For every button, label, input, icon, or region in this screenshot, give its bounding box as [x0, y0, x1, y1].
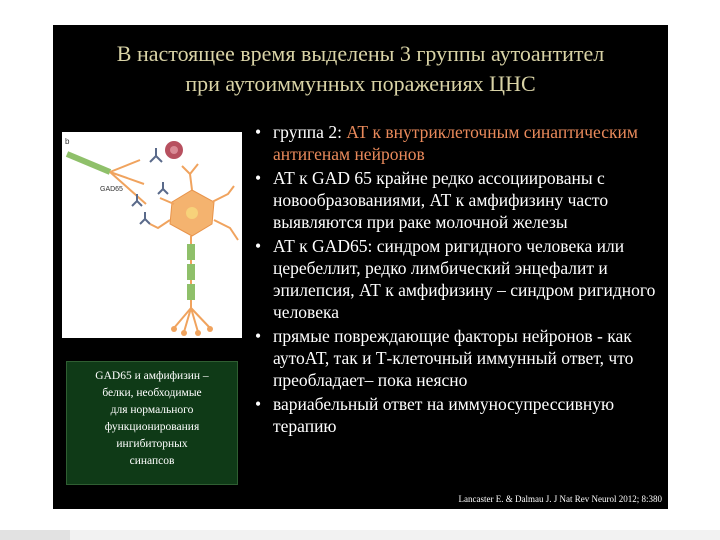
reference-citation: Lancaster E. & Dalmau J. J Nat Rev Neurol 2012; 8:380: [458, 494, 662, 504]
bullet-item: [253, 393, 665, 437]
note-line: синапсов: [129, 455, 175, 467]
note-line: для нормального: [110, 404, 194, 416]
gad65-label: GAD65: [100, 186, 123, 193]
slide-title-line-1: В настоящее время выделены 3 группы аутоантител: [116, 41, 605, 66]
bullet-text: АТ к GAD 65 крайне редко ассоциированы с новообразованиями, АТ к амфифизину часто выявляются при раке молочной железы: [273, 168, 609, 232]
bullet-item: [253, 167, 665, 233]
neuron-nucleus: [186, 207, 198, 219]
myelin-segment: [187, 284, 195, 300]
note-line: функционирования: [104, 421, 200, 433]
bullet-accent-text: АТ к внутриклеточным синаптическим антигенам нейронов: [273, 122, 638, 164]
synapse-branch: [110, 172, 144, 184]
note-box: [66, 361, 238, 485]
incoming-axon: [67, 154, 110, 172]
myelin-segment: [187, 244, 195, 260]
myelin-segment: [187, 264, 195, 280]
bullet-text: вариабельный ответ на иммуносупрессивную терапию: [273, 394, 615, 436]
bullet-item: [253, 235, 665, 323]
bottom-toolbar-segment: [0, 530, 70, 540]
neuron-illustration: [62, 132, 242, 338]
bullet-item: [253, 325, 665, 391]
note-line: белки, необходимые: [102, 387, 202, 399]
cell-nucleus: [170, 146, 178, 154]
bullet-text: прямые повреждающие факторы нейронов - как аутоАТ, так и Т-клеточный иммунный ответ, что преобладает– пока неясно: [273, 326, 634, 390]
bullet-item: [253, 121, 665, 165]
note-line: ингибиторных: [116, 438, 188, 450]
bullet-text: АТ к GAD65: синдром ригидного человека или церебеллит, редко лимбический энцефалит и эпилепсия, АТ к амфифизину – синдром ригидного человека: [273, 236, 656, 322]
note-line: GAD65 и амфифизин –: [95, 370, 209, 382]
bullet-prefix: группа 2:: [273, 122, 347, 142]
antibody-group: [132, 148, 168, 224]
bullet-list: [253, 121, 665, 439]
terminal-boutons: [171, 326, 213, 336]
synapse-branch: [110, 160, 140, 172]
slide: [53, 25, 668, 509]
slide-title-line-2: при аутоиммунных поражениях ЦНС: [185, 71, 536, 96]
slide-title: [53, 39, 668, 99]
axon-terminals: [174, 308, 210, 332]
neuron-diagram: [62, 132, 242, 338]
bottom-toolbar: [0, 530, 720, 540]
panel-letter: b: [65, 137, 70, 146]
